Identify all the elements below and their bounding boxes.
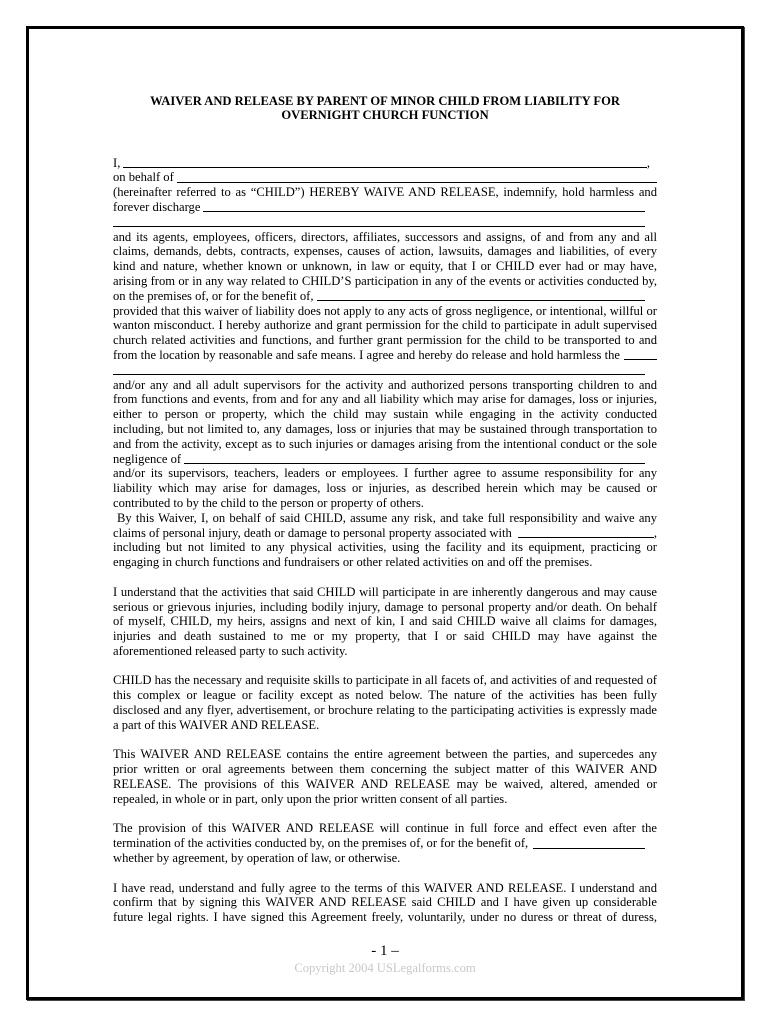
text-line: church related activities and functions, and further grant permission for the child to be transported to and (113, 333, 657, 348)
text-line: and its agents, employees, officers, directors, affiliates, successors and assigns, of and from any and all (113, 229, 657, 244)
document-title-line-1: WAIVER AND RELEASE BY PARENT OF MINOR CHILD FROM LIABILITY FOR (150, 93, 620, 108)
text-line: provided that this waiver of liability does not apply to any acts of gross negligence, or intentional, willful or (113, 303, 657, 318)
releasor-name-field[interactable] (123, 157, 647, 168)
releasor-suffix: , (646, 155, 650, 170)
document-title (113, 94, 657, 124)
text-line: including, but not limited to, any damages, loss or injuries that may be sustained through transportation to (113, 421, 657, 436)
text-line: injuries and death sustained to me or my property, that I or said CHILD may have against the (113, 629, 657, 644)
text-line: liability which may arise for damages, loss or injuries, as described herein which may be caused or (113, 481, 657, 496)
released-party-field[interactable] (203, 201, 645, 212)
benefit-line (113, 836, 645, 851)
document-body (113, 156, 657, 925)
released-party-line (113, 200, 645, 215)
text-line: RELEASE. The provisions of this WAIVER AND RELEASE may be waived, altered, amended or (113, 777, 657, 792)
text-line: whether by agreement, by operation of law, or otherwise. (113, 851, 401, 866)
child-name-field[interactable] (177, 172, 657, 183)
paragraph-gap (113, 570, 657, 585)
text-line: confirm that by signing this WAIVER AND RELEASE said CHILD and I have given up considerable (113, 895, 657, 910)
negligence-label: negligence of (113, 451, 182, 466)
premises-label: on the premises of, or for the benefit of, (113, 288, 314, 303)
paragraph-assumption-of-risk (113, 511, 657, 570)
negligence-line (113, 452, 645, 467)
benefit-party-field[interactable] (533, 838, 645, 849)
text-line: and from the activity, except as to such injuries or damages arising from the intentional conduct or the sole (113, 436, 657, 451)
text-line: The provision of this WAIVER AND RELEASE will continue in full force and effect even after the (113, 821, 657, 836)
text-line: future legal rights. I have signed this Agreement freely, voluntarily, under no duress or threat of duress, (113, 910, 657, 925)
paragraph-release (113, 230, 657, 304)
child-label: on behalf of (113, 170, 174, 185)
paragraph-acknowledgment (113, 881, 657, 925)
text-line: claims, demands, debts, contracts, expenses, causes of action, lawsuits, damages and liabilities, of every (113, 244, 657, 259)
text-line: from functions and events, from and for any and all liability which may arise for damages, loss or injuries, (113, 392, 657, 407)
text-line: engaging in church functions and fundraisers or other related activities on and off the premises. (113, 555, 593, 570)
text-line: CHILD has the necessary and requisite skills to participate in all facets of, and activities of and requested of (113, 673, 657, 688)
paragraph-entire-agreement (113, 747, 657, 806)
premises-line (113, 289, 645, 304)
text-line: By this Waiver, I, on behalf of said CHILD, assume any risk, and take full responsibility and waive any (117, 510, 657, 525)
text-line: and/or its supervisors, teachers, leaders or employees. I further agree to assume responsibility for any (113, 466, 657, 481)
paragraph-skills (113, 673, 657, 732)
paragraph-gap (113, 866, 657, 881)
releasor-label: I, (113, 155, 121, 170)
released-party-label: forever discharge (113, 199, 201, 214)
association-label: claims of personal injury, death or damage to personal property associated with (113, 525, 512, 540)
text-line: repealed, in whole or in part, only upon the prior written consent of all parties. (113, 791, 508, 806)
text-line: I understand that the activities that said CHILD will participate in are inherently dangerous and may cause (113, 584, 657, 599)
text-line: arising from or in any way related to CHILD’S participation in any of the events or activities conducted by, (113, 273, 657, 288)
text-line: prior written or oral agreements between them concerning the subject matter of this WAIVER AND (113, 762, 657, 777)
text-line: a part of this WAIVER AND RELEASE. (113, 717, 320, 732)
text-line: wanton misconduct. I hereby authorize and grant permission for the child to participate in adult supervised (113, 318, 657, 333)
hold-harmless-line (113, 348, 657, 363)
paragraph-survival (113, 821, 657, 865)
released-party-field-line-2[interactable] (113, 216, 645, 227)
text-line: serious or grievous injuries, including bodily injury, damage to personal property and/or death. On behalf (113, 599, 657, 614)
paragraph-transport (113, 378, 657, 467)
text-line: (hereinafter referred to as “CHILD”) HEREBY WAIVE AND RELEASE, indemnify, hold harmless and (113, 185, 657, 200)
hold-harmless-party-field-line-2[interactable] (113, 364, 645, 375)
text-line: of myself, CHILD, my heirs, assigns and next of kin, I and said CHILD waive all claims for damages, (113, 614, 657, 629)
hold-harmless-label: from the location by reasonable and safe means. I agree and hereby do release and hold harmless the (113, 347, 620, 362)
text-line: contributed to by the child to the person or property of others. (113, 495, 424, 510)
text-line: disclosed and any flyer, advertisement, or brochure relating to the participating activities is expressly made (113, 703, 657, 718)
paragraph-supervision (113, 304, 657, 378)
released-party-line-2 (113, 215, 645, 230)
page-number: - 1 – (371, 943, 399, 959)
association-suffix: , (653, 525, 657, 540)
copyright-notice: Copyright 2004 USLegalforms.com (294, 961, 476, 975)
associated-party-field[interactable] (518, 527, 654, 538)
association-line (113, 526, 657, 541)
text-line: this complex or league or facility except as noted below. The nature of the activities has been fully (113, 688, 657, 703)
document-title-line-2: OVERNIGHT CHURCH FUNCTION (281, 108, 489, 123)
text-line: kind and nature, whether known or unknown, in law or equity, that I or CHILD ever had or may have, (113, 259, 657, 274)
text-line: aforementioned released party to such activity. (113, 643, 348, 658)
negligence-party-field[interactable] (184, 453, 645, 464)
hold-harmless-party-field[interactable] (624, 349, 657, 360)
text-line: This WAIVER AND RELEASE contains the entire agreement between the parties, and supercedes any (113, 747, 657, 762)
paragraph-responsibility (113, 466, 657, 510)
child-line (113, 170, 657, 185)
paragraph-gap (113, 807, 657, 822)
paragraph-parties (113, 156, 657, 230)
premises-party-field[interactable] (317, 290, 646, 301)
paragraph-inherent-danger (113, 585, 657, 659)
hold-harmless-line-2 (113, 363, 645, 378)
text-line: including but not limited to any physical activities, using the facility and its equipment, practicing or (113, 540, 657, 555)
paragraph-gap (113, 659, 657, 674)
text-line: and/or any and all adult supervisors for the activity and authorized persons transporting children to and (113, 377, 657, 392)
text-line: I have read, understand and fully agree to the terms of this WAIVER AND RELEASE. I understand and (113, 880, 657, 895)
paragraph-gap (113, 733, 657, 748)
text-line: either to person or property, which the child may sustain while engaging in the activity conducted (113, 407, 657, 422)
releasor-line (113, 156, 650, 171)
benefit-label: termination of the activities conducted by, on the premises of, or for the benefit of, (113, 836, 529, 851)
